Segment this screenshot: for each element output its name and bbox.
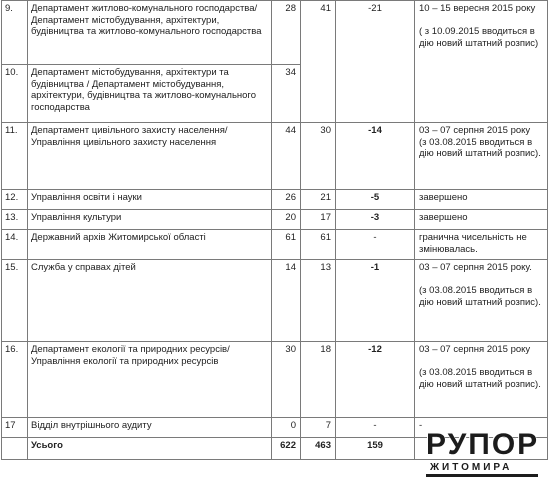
count-before: 0 [272,418,301,438]
total-change: 159 [336,438,415,460]
table-row [2,342,548,418]
count-before: 20 [272,210,301,230]
note-line: (з 03.08.2015 вводиться в дію новий штатний розпис). [419,285,541,308]
note-line: завершено [419,212,468,223]
row-number: 12. [2,190,28,210]
row-number: 14. [2,230,28,260]
note-line: - [419,420,423,431]
note-line: (з 03.08.2015 вводиться в дію новий штатний розпис). [419,367,541,390]
department-name: Департамент житлово-комунального господарства/ Департамент містобудування, архітектури, будівництва та житлово-комунального господарства [28,1,272,65]
department-name: Департамент екології та природних ресурсів/ Управління екології та природних ресурсів [28,342,272,418]
status-note [415,342,548,418]
count-change: -14 [336,123,415,190]
count-after: 13 [301,260,336,342]
count-before: 14 [272,260,301,342]
staffing-table [1,0,548,460]
count-after: 61 [301,230,336,260]
count-before: 44 [272,123,301,190]
count-after: 18 [301,342,336,418]
status-note [415,260,548,342]
status-note [415,123,548,190]
count-change: -21 [336,1,415,123]
note-line: гранична чисельність не змінювалась. [419,232,527,255]
count-change: - [336,230,415,260]
row-number: 16. [2,342,28,418]
count-after: 21 [301,190,336,210]
department-name: Служба у справах дітей [28,260,272,342]
total-label: Усього [28,438,272,460]
note-line: 10 – 15 вересня 2015 року [419,3,536,14]
department-name: Управління освіти і науки [28,190,272,210]
status-note [415,190,548,210]
count-change: -3 [336,210,415,230]
table-row [2,210,548,230]
count-change: -12 [336,342,415,418]
note-line [419,274,544,286]
department-name: Департамент містобудування, архітектури та будівництва / Департамент містобудування, архітектури, будівництва та житлово-комунального господарства [28,65,272,123]
status-note [415,230,548,260]
note-line: (з 03.08.2015 вводиться в дію новий штатний розпис). [419,136,541,159]
row-number: 11. [2,123,28,190]
total-after: 463 [301,438,336,460]
row-number [2,438,28,460]
total-before: 622 [272,438,301,460]
note-line: завершено [419,192,468,203]
note-line: 03 – 07 серпня 2015 року. [419,262,532,273]
department-name: Відділ внутрішнього аудиту [28,418,272,438]
table-row [2,190,548,210]
table-row [2,230,548,260]
count-change: -5 [336,190,415,210]
count-before: 28 [272,1,301,65]
count-before: 61 [272,230,301,260]
department-name: Управління культури [28,210,272,230]
count-after: 41 [301,1,336,123]
status-note [415,210,548,230]
watermark-title: РУПОР [426,428,540,461]
table-row [2,123,548,190]
count-before: 26 [272,190,301,210]
row-number: 15. [2,260,28,342]
count-change: - [336,418,415,438]
count-after: 17 [301,210,336,230]
row-number: 17 [2,418,28,438]
table-row [2,260,548,342]
count-after: 7 [301,418,336,438]
table-row [2,1,548,65]
count-before: 34 [272,65,301,123]
site-watermark-logo [426,428,544,484]
row-number: 13. [2,210,28,230]
note-line: 03 – 07 серпня 2015 року [419,344,531,355]
row-number: 10. [2,65,28,123]
note-line [419,356,544,368]
note-line: ( з 10.09.2015 вводиться в дію новий штатний розпис) [419,26,539,49]
watermark-subtitle: ЖИТОМИРА [430,462,513,473]
department-name: Державний архів Житомирської області [28,230,272,260]
row-number: 9. [2,1,28,65]
note-line: 03 – 07 серпня 2015 року [419,125,531,136]
count-after: 30 [301,123,336,190]
note-line [419,15,544,27]
status-note [415,1,548,123]
count-before: 30 [272,342,301,418]
watermark-underline [426,474,538,477]
count-change: -1 [336,260,415,342]
department-name: Департамент цивільного захисту населення/ Управління цивільного захисту населення [28,123,272,190]
